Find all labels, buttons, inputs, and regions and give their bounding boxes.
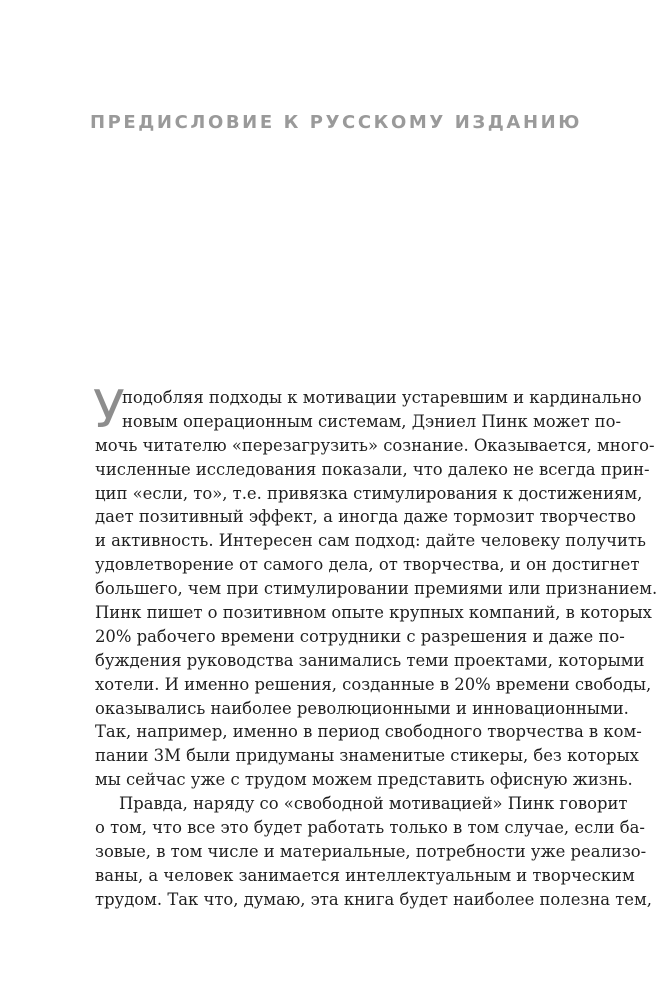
body-text	[93, 380, 658, 912]
text-line: пании 3M были придуманы знаменитые стикеры, без которых	[95, 746, 639, 766]
text-line: хотели. И именно решения, созданные в 20% времени свободы,	[95, 674, 652, 694]
text-line: Правда, наряду со «свободной мотивацией» Пинк говорит	[119, 794, 628, 814]
text-line: оказывались наиболее революционными и инновационными.	[95, 698, 629, 718]
text-line: ваны, а человек занимается интеллектуальным и творческим	[95, 865, 635, 885]
text-line: буждения руководства занимались теми проектами, которыми	[95, 650, 645, 670]
text-line: дает позитивный эффект, а иногда даже тормозит творчество	[95, 507, 637, 527]
text-line: трудом. Так что, думаю, эта книга будет наиболее полезна тем,	[95, 889, 652, 909]
text-line: и активность. Интересен сам подход: дайте человеку получить	[95, 531, 646, 551]
text-line: Так, например, именно в период свободного творчества в ком-	[95, 722, 642, 742]
text-line: удовлетворение от самого дела, от творчества, и он достигнет	[95, 555, 640, 575]
text-line: большего, чем при стимулировании премиями или признанием.	[95, 579, 658, 599]
text-line: мы сейчас уже с трудом можем представить офисную жизнь.	[95, 770, 633, 790]
text-line: Пинк пишет о позитивном опыте крупных компаний, в которых	[95, 603, 652, 623]
text-line: цип «если, то», т.е. привязка стимулирования к достижениям,	[95, 483, 643, 503]
text-line: численные исследования показали, что далеко не всегда прин-	[95, 459, 650, 479]
text-line: 20% рабочего времени сотрудники с разрешения и даже по-	[95, 626, 625, 646]
page-heading: ПРЕДИСЛОВИЕ К РУССКОМУ ИЗДАНИЮ	[89, 112, 583, 133]
text-line: зовые, в том числе и материальные, потребности уже реализо-	[95, 841, 647, 861]
text-line: о том, что все это будет работать только в том случае, если ба-	[95, 818, 645, 838]
text-line: новым операционным системам, Дэниел Пинк может по-	[122, 411, 621, 431]
text-line: мочь читателю «перезагрузить» сознание. Оказывается, много-	[95, 435, 655, 455]
drop-cap: У	[93, 380, 125, 440]
text-line: подобляя подходы к мотивации устаревшим и кардинально	[122, 388, 642, 407]
